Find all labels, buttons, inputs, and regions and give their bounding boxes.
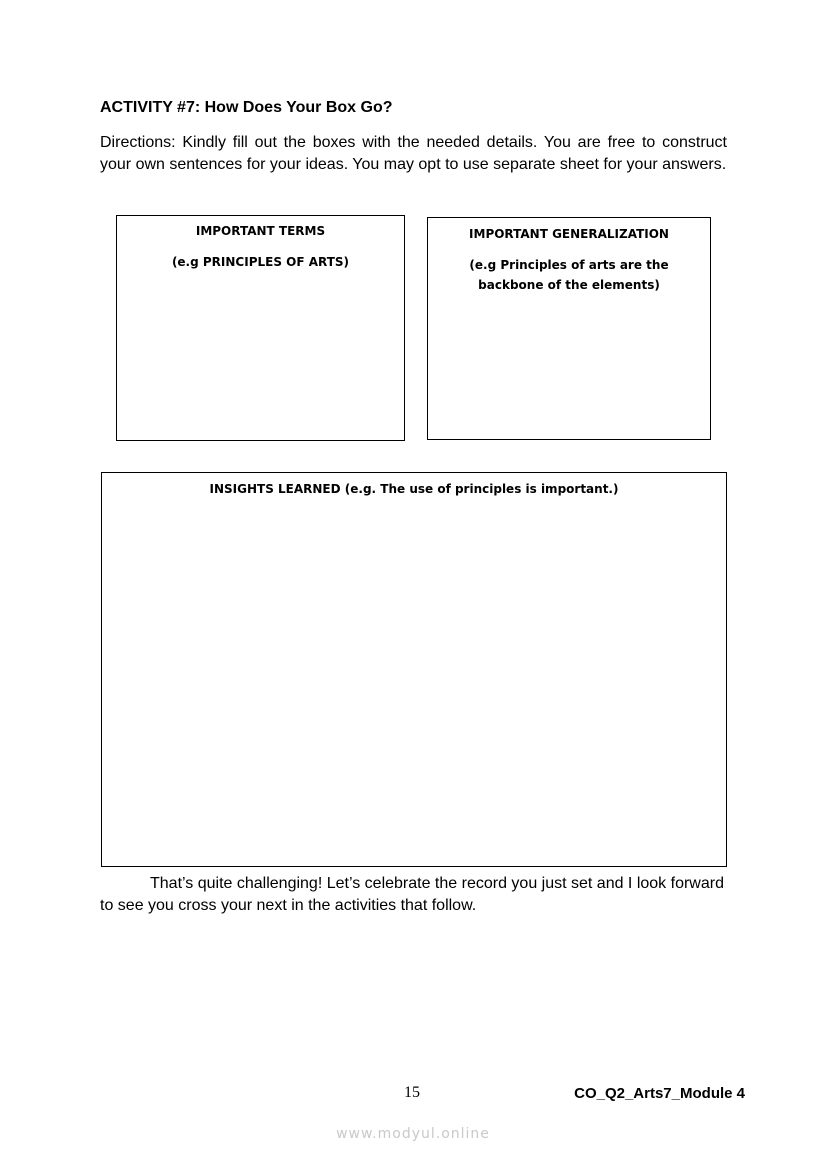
important-generalization-example: (e.g Principles of arts are the backbone of the elements) bbox=[469, 258, 669, 292]
closing-text: That’s quite challenging! Let’s celebrate the record you just set and I look forward to see you cross your next in the activities that follow. bbox=[100, 875, 724, 914]
module-code: CO_Q2_Arts7_Module 4 bbox=[574, 1085, 745, 1102]
watermark: www.modyul.online bbox=[336, 1126, 490, 1142]
activity-directions: Directions: Kindly fill out the boxes with the needed details. You are free to construct your own sentences for your ideas. You may opt to use separate sheet for your answers. bbox=[100, 134, 727, 173]
important-generalization-box[interactable] bbox=[427, 217, 711, 440]
activity-title: ACTIVITY #7: How Does Your Box Go? bbox=[100, 99, 393, 116]
insights-learned-box[interactable] bbox=[101, 472, 727, 867]
important-terms-example: (e.g PRINCIPLES OF ARTS) bbox=[171, 255, 350, 269]
important-generalization-heading: IMPORTANT GENERALIZATION bbox=[469, 227, 669, 241]
page-number: 15 bbox=[404, 1084, 420, 1101]
closing-paragraph bbox=[100, 873, 730, 917]
insights-learned-heading: INSIGHTS LEARNED (e.g. The use of principles is important.) bbox=[209, 482, 619, 496]
important-terms-heading: IMPORTANT TERMS bbox=[195, 224, 326, 238]
important-terms-box[interactable] bbox=[116, 215, 405, 441]
